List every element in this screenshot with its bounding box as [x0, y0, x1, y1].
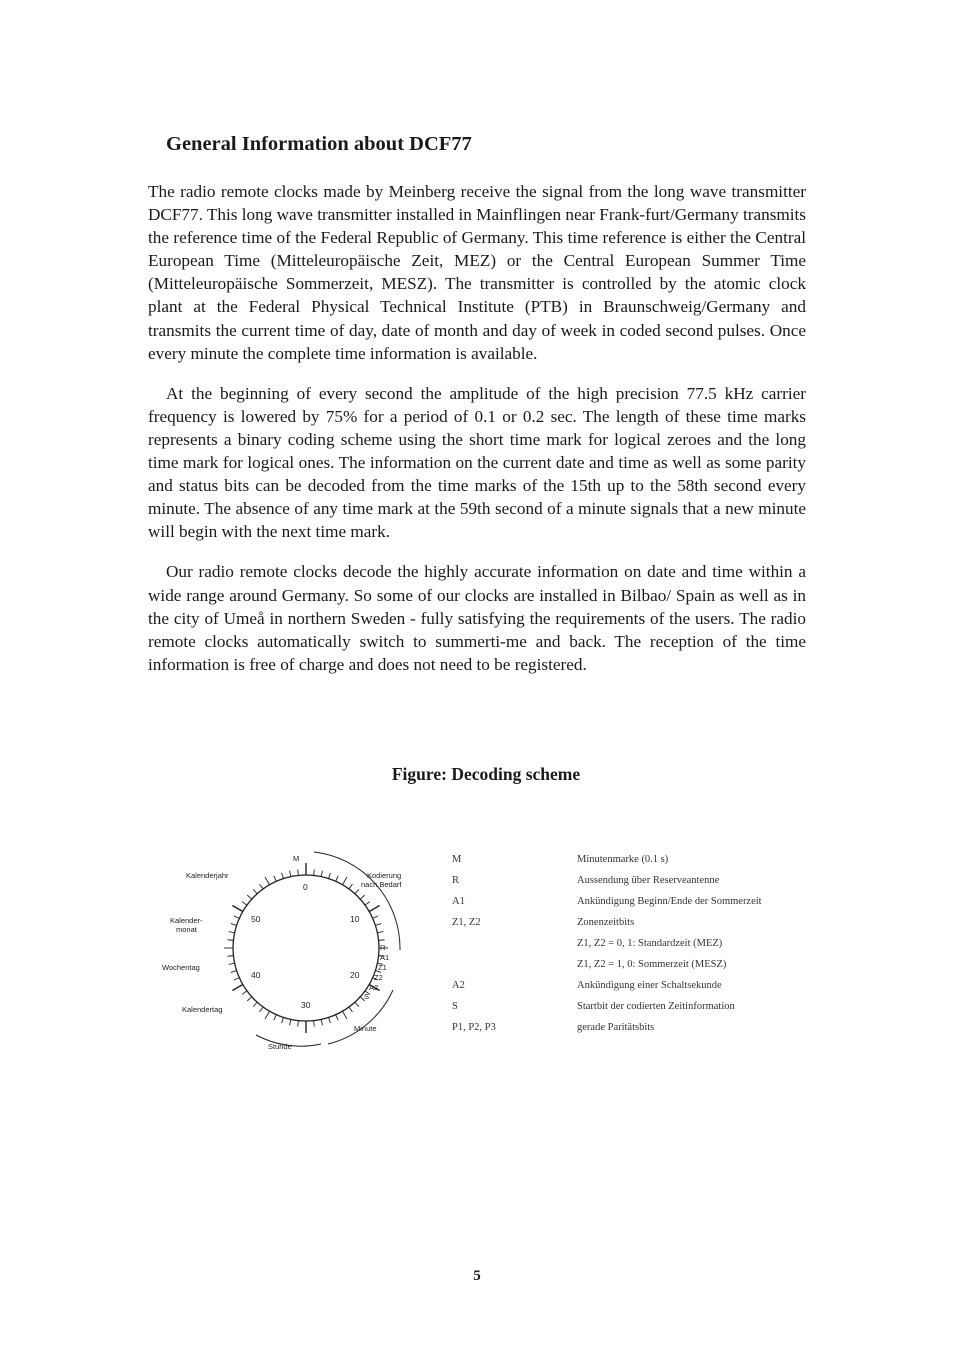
legend-desc: Startbit der codierten Zeitinformation [577, 1001, 735, 1012]
legend-code: M [452, 854, 462, 865]
dial-tick [265, 877, 270, 885]
paragraph-2: At the beginning of every second the amplitude of the high precision 77.5 kHz carrier frequency is lowered by 75% for a period of 0.1 or 0.2 sec. The length of these time marks represents a binary coding scheme using the short time mark for logical zeroes and the long time mark for logical ones. The information on the current date and time as well as some parity and status bits can be decoded from the time marks of the 15th up to the 58th second every minute. The absence of any time mark at the 59th second of a minute signals that a new minute will begin with the next time mark. [148, 383, 806, 542]
dial-tick [227, 940, 233, 941]
dial-number-30: 30 [301, 1000, 311, 1010]
dial-tick [329, 873, 331, 879]
dial-tick [282, 873, 284, 879]
dial-tick [242, 902, 247, 906]
label-s: S [364, 992, 370, 1001]
dial-tick [229, 963, 235, 964]
label-r: R [380, 943, 386, 952]
decoding-scheme-figure [148, 840, 818, 1060]
paragraph-3: Our radio remote clocks decode the highly accurate information on date and time within a wide range around Germany. So some of our clocks are installed in Bilbao/ Spain as well as in the city of Umeå in northern Sweden - fully satisfying the requirements of the users. The radio remote clocks automatically switch to summerti-me and back. The reception of the time information is free of charge and does not need to be registered. [148, 562, 806, 674]
dial-tick [349, 884, 353, 889]
dial-tick [321, 1019, 322, 1025]
dial-tick [232, 906, 242, 912]
label-z2: Z2 [374, 973, 383, 982]
dial-number-40: 40 [251, 970, 261, 980]
dial-tick [234, 978, 239, 980]
page-number: 5 [473, 1268, 481, 1284]
label-kalenderjahr: Kalenderjahr [186, 871, 229, 880]
label-m: M [293, 854, 300, 863]
dial-tick [247, 997, 251, 1001]
label-a1: A1 [380, 953, 390, 962]
decoding-dial [156, 840, 426, 1055]
dial-tick [282, 1017, 284, 1023]
dial-tick [298, 869, 299, 875]
minute-arc [328, 990, 393, 1044]
legend-code: A1 [452, 896, 465, 907]
body-text [148, 180, 806, 693]
dial-tick [260, 884, 264, 889]
label-kalendermonat-1: Kalender- [170, 916, 203, 925]
label-kalendertag: Kalendertag [182, 1005, 223, 1014]
dial-tick [321, 871, 322, 877]
dial-tick [290, 1019, 291, 1025]
dial-tick [379, 940, 385, 941]
dial-tick [336, 876, 338, 881]
dial-tick [253, 889, 257, 893]
dial-tick [329, 1017, 331, 1023]
legend-desc: Z1, Z2 = 0, 1: Standardzeit (MEZ) [577, 938, 723, 949]
dial-tick [336, 1015, 338, 1020]
dial-tick [369, 906, 379, 912]
dial-tick [274, 1015, 276, 1020]
legend-desc: Z1, Z2 = 1, 0: Sommerzeit (MESZ) [577, 959, 727, 970]
dial-tick [265, 1011, 270, 1019]
dial-tick [232, 985, 242, 991]
label-kodierung-2: nach Bedarf [361, 880, 402, 889]
paragraph-1: The radio remote clocks made by Meinberg receive the signal from the long wave transmitter DCF77. This long wave transmitter installed in Mainflingen near Frank-furt/Germany transmits the reference time of the Federal Republic of Germany. This time reference is either the Central European Time (Mitteleuropäische Zeit, MEZ) or the Central European Summer Time (Mitteleuropäische Sommerzeit, MESZ). The transmitter is controlled by the atomic clock plant at the Federal Physical Technical Institute (PTB) in Braunschweig/Germany and transmits the current time of day, date of month and day of week in coded second pulses. Once every minute the complete time information is available. [148, 182, 806, 363]
section-heading: General Information about DCF77 [166, 133, 472, 155]
dial-tick [355, 1002, 359, 1006]
dial-tick [242, 991, 247, 995]
dial-tick [229, 932, 235, 933]
legend-code: A2 [452, 980, 465, 991]
label-kalendermonat-2: monat [176, 925, 197, 934]
dial-tick [360, 895, 364, 899]
dial-number-0: 0 [303, 882, 308, 892]
dial-tick [349, 1007, 353, 1012]
label-minute: Minute [354, 1024, 377, 1033]
dial-tick [314, 869, 315, 875]
dial-tick [298, 1021, 299, 1027]
dial-tick [231, 971, 237, 973]
kodierung-arc [314, 852, 400, 950]
legend-desc: Ankündigung Beginn/Ende der Sommerzeit [577, 896, 762, 907]
dial-tick [260, 1007, 264, 1012]
dial-number-10: 10 [350, 914, 360, 924]
dial-tick [373, 916, 378, 918]
dial-tick [377, 932, 383, 933]
legend-code: P1, P2, P3 [452, 1022, 496, 1033]
legend-desc: Minutenmarke (0.1 s) [577, 854, 669, 865]
dial-tick [343, 877, 348, 885]
dial-tick [247, 895, 251, 899]
label-kodierung-1: Kodierung [367, 871, 402, 880]
dial-number-20: 20 [350, 970, 360, 980]
legend-code: Z1, Z2 [452, 917, 481, 928]
dial-tick [365, 902, 370, 906]
legend-desc: Aussendung über Reserveantenne [577, 875, 720, 886]
legend-code: R [452, 875, 460, 886]
label-z1: Z1 [378, 963, 387, 972]
dial-tick [343, 1011, 348, 1019]
dial-number-50: 50 [251, 914, 261, 924]
legend-code: S [452, 1001, 458, 1012]
dial-tick [314, 1021, 315, 1027]
legend-desc: gerade Paritätsbits [577, 1022, 655, 1033]
dial-tick [253, 1002, 257, 1006]
dial-tick [290, 871, 291, 877]
legend-desc: Ankündigung einer Schaltsekunde [577, 980, 722, 991]
dial-tick [274, 876, 276, 881]
label-stunde: Stunde [268, 1042, 292, 1051]
dial-tick [227, 956, 233, 957]
label-a2: A2 [369, 983, 379, 992]
dial-tick [375, 924, 381, 926]
dial-tick [231, 924, 237, 926]
legend-desc: Zonenzeitbits [577, 917, 635, 928]
figure-caption: Figure: Decoding scheme [391, 764, 581, 784]
dial-tick [355, 889, 359, 893]
label-wochentag: Wochentag [162, 963, 200, 972]
dial-tick [234, 916, 239, 918]
